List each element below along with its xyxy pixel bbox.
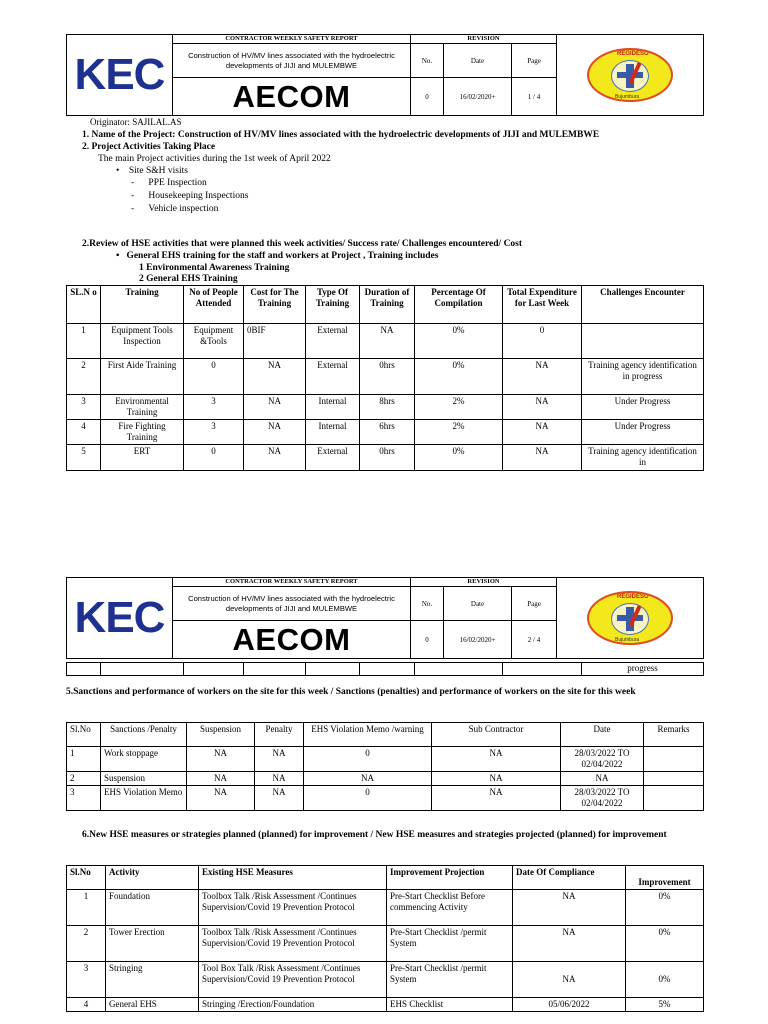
- page-number: 1 / 4: [512, 78, 557, 116]
- section2-intro: The main Project activities during the 1st week of April 2022: [98, 154, 331, 164]
- column-header: Sub Contractor: [432, 723, 561, 747]
- sanctions-table: [66, 722, 704, 811]
- col-no: No.: [411, 587, 444, 621]
- column-header: Suspension: [187, 723, 255, 747]
- project-description: Construction of HV/MV lines associated with the hydroelectric developments of JIJI and MULEMBWE: [173, 587, 411, 621]
- column-header: Sl.No: [67, 723, 101, 747]
- regideso-seal: REGIDESO Bujumbura: [557, 35, 704, 116]
- column-header: SL.N o: [67, 286, 101, 324]
- table-header-row: [67, 286, 704, 324]
- report-header-page1: [66, 34, 704, 116]
- kec-logo: KEC: [67, 35, 173, 116]
- activity-item: - Housekeeping Inspections: [131, 191, 249, 201]
- table-row: 2 Tower Erection Toolbox Talk /Risk Assessment /Continues Supervision/Covid 19 Prevention Protocol Pre-Start Checklist /permit System NA 0%: [67, 926, 704, 962]
- table-row: 1 Foundation Toolbox Talk /Risk Assessment /Continues Supervision/Covid 19 Prevention Protocol Pre-Start Checklist Before commencing Activity NA 0%: [67, 890, 704, 926]
- table-row: 2 Suspension NA NA NA NA NA: [67, 772, 704, 786]
- column-header: Duration of Training: [360, 286, 415, 324]
- activity-item: - PPE Inspection: [131, 178, 207, 188]
- site-visits-bullet: • Site S&H visits: [116, 166, 188, 176]
- activity-item: - Vehicle inspection: [131, 204, 219, 214]
- table-row: progress: [67, 663, 704, 676]
- column-header: Percentage Of Compilation: [415, 286, 503, 324]
- column-header: Activity: [106, 866, 199, 890]
- table-row: 4 Fire Fighting Training 3 NA Internal 6hrs 2% NA Under Progress: [67, 420, 704, 445]
- training-table: [66, 285, 704, 471]
- originator: Originator: SAJILAL.AS: [90, 117, 182, 127]
- rev-date: 16/02/2020+: [444, 78, 512, 116]
- rev-no: 0: [411, 78, 444, 116]
- regideso-seal: REGIDESO Bujumbura: [557, 578, 704, 659]
- report-title: CONTRACTOR WEEKLY SAFETY REPORT: [173, 578, 411, 587]
- column-header: Date: [561, 723, 644, 747]
- column-header: Improvement Projection: [387, 866, 513, 890]
- column-header: Improvement: [626, 866, 704, 890]
- column-header: Date Of Compliance: [513, 866, 626, 890]
- section2-heading: 2. Project Activities Taking Place: [82, 142, 216, 152]
- review-heading: 2.Review of HSE activities that were planned this week activities/ Success rate/ Challenges encountered/ Cost: [82, 239, 523, 249]
- kec-logo: KEC: [67, 578, 173, 659]
- column-header: Cost for The Training: [244, 286, 306, 324]
- table-header-row: [67, 866, 704, 890]
- col-date: Date: [444, 587, 512, 621]
- training-list-item: 2 General EHS Training: [139, 274, 238, 284]
- report-title: CONTRACTOR WEEKLY SAFETY REPORT: [173, 35, 411, 44]
- column-header: Sl.No: [67, 866, 106, 890]
- section5-heading: 5.Sanctions and performance of workers on the site for this week / Sanctions (penalties) and performance of workers on the site for this week: [66, 687, 636, 697]
- col-page: Page: [512, 587, 557, 621]
- training-table-continued: [66, 662, 704, 676]
- col-no: No.: [411, 44, 444, 78]
- report-header-page2: [66, 577, 704, 659]
- column-header: Training: [101, 286, 184, 324]
- table-row: 1 Work stoppage NA NA 0 NA 28/03/2022 TO 02/04/2022: [67, 747, 704, 772]
- section1-heading: 1. Name of the Project: Construction of HV/MV lines associated with the hydroelectric developments of JIJI and MULEMBWE: [82, 130, 600, 140]
- column-header: No of People Attended: [184, 286, 244, 324]
- page-number: 2 / 4: [512, 621, 557, 659]
- column-header: Penalty: [255, 723, 304, 747]
- table-row: 3 Environmental Training 3 NA Internal 8hrs 2% NA Under Progress: [67, 395, 704, 420]
- col-page: Page: [512, 44, 557, 78]
- table-row: 5 ERT 0 NA External 0hrs 0% NA Training agency identification in: [67, 445, 704, 471]
- rev-date: 16/02/2020+: [444, 621, 512, 659]
- review-bullet: • General EHS training for the staff and workers at Project , Training includes: [116, 251, 439, 261]
- revision-label: REVISION: [411, 578, 557, 587]
- table-row: 2 First Aide Training 0 NA External 0hrs 0% NA Training agency identification in progress: [67, 359, 704, 395]
- column-header: Sanctions /Penalty: [101, 723, 187, 747]
- table-row: 4 General EHS Stringing /Erection/Foundation EHS Checklist 05/06/2022 5%: [67, 998, 704, 1012]
- improvement-table: [66, 865, 704, 1012]
- section6-heading: 6.New HSE measures or strategies planned (planned) for improvement / New HSE measures and strategies projected (planned) for improvement: [82, 830, 667, 840]
- project-description: Construction of HV/MV lines associated with the hydroelectric developments of JIJI and MULEMBWE: [173, 44, 411, 78]
- table-row: 1 Equipment Tools Inspection Equipment &Tools 0BIF External NA 0% 0: [67, 324, 704, 359]
- revision-label: REVISION: [411, 35, 557, 44]
- column-header: Total Expenditure for Last Week: [503, 286, 582, 324]
- rev-no: 0: [411, 621, 444, 659]
- table-header-row: [67, 723, 704, 747]
- column-header: Challenges Encounter: [582, 286, 704, 324]
- aecom-logo: AECOM: [173, 621, 411, 659]
- column-header: Existing HSE Measures: [199, 866, 387, 890]
- column-header: Type Of Training: [306, 286, 360, 324]
- aecom-logo: AECOM: [173, 78, 411, 116]
- table-row: 3 EHS Violation Memo NA NA 0 NA 28/03/2022 TO 02/04/2022: [67, 786, 704, 811]
- training-list-item: 1 Environmental Awareness Training: [139, 263, 290, 273]
- col-date: Date: [444, 44, 512, 78]
- column-header: EHS Violation Memo /warning: [304, 723, 432, 747]
- column-header: Remarks: [644, 723, 704, 747]
- table-row: 3 Stringing Tool Box Talk /Risk Assessment /Continues Supervision/Covid 19 Prevention Protocol Pre-Start Checklist /permit System NA 0%: [67, 962, 704, 998]
